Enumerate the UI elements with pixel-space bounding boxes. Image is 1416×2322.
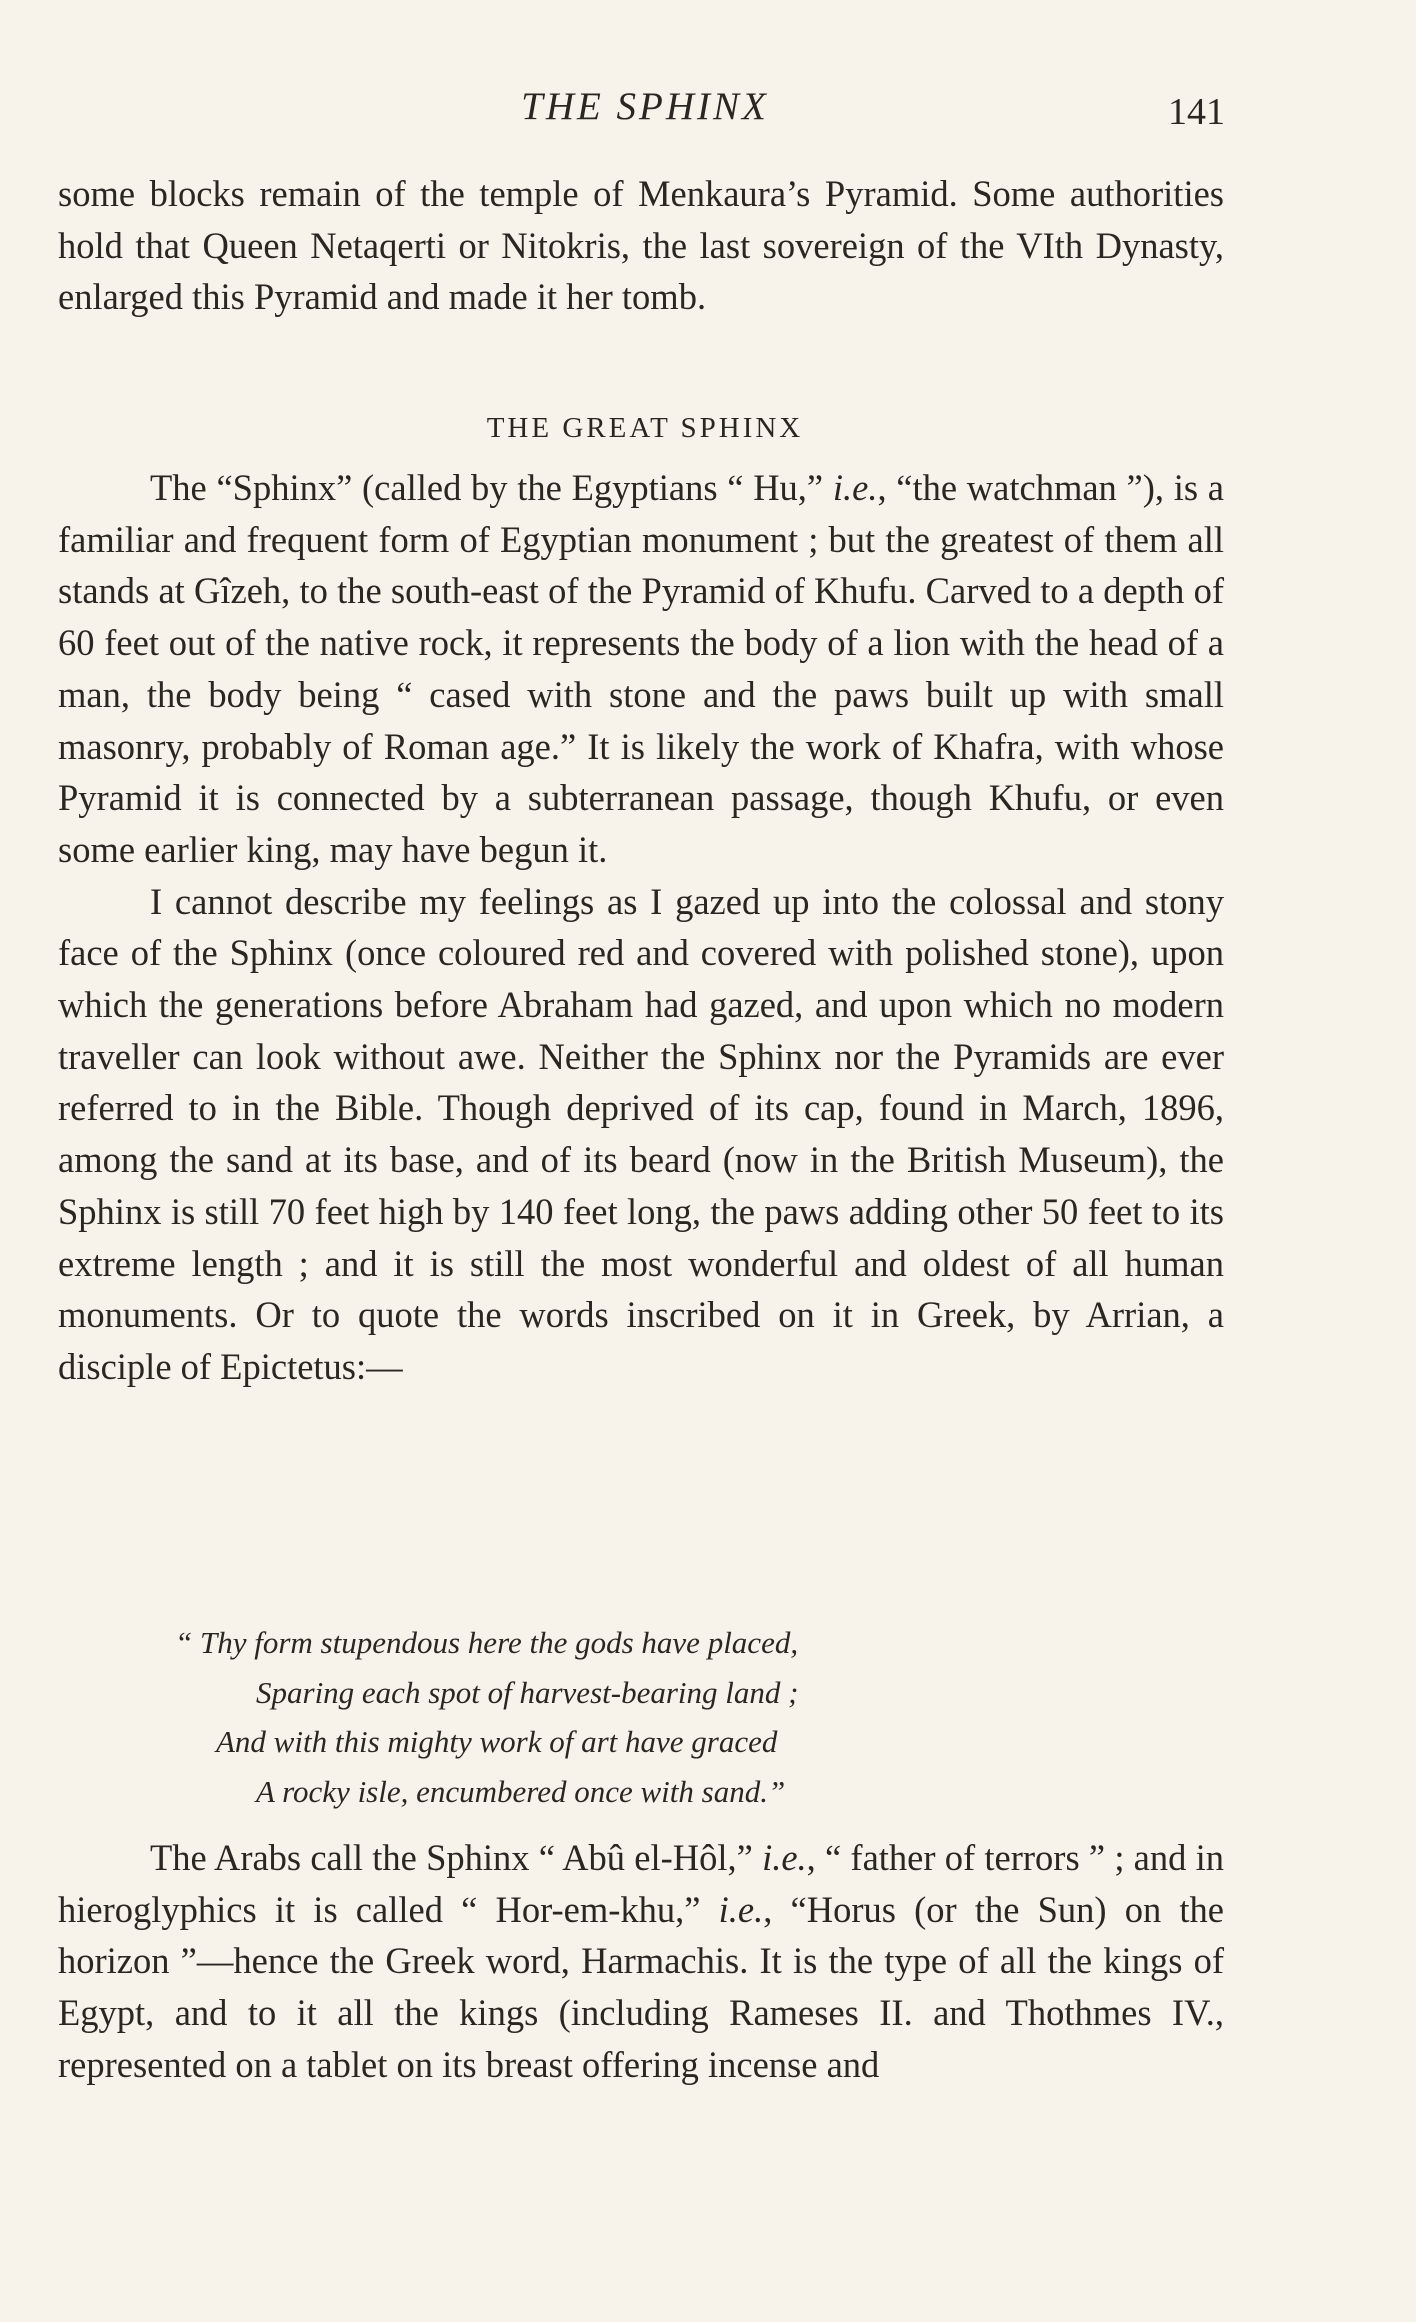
paragraph-4-ie-2: i.e. [718,1888,764,1930]
closing-text [58,1832,1224,2091]
sphinx-text [58,462,1224,1393]
running-head [0,84,1416,144]
opening-text [58,168,1224,323]
paragraph-2-ie: i.e. [832,467,878,508]
paragraph-4-ie-1: i.e. [762,1837,807,1878]
poem-line-2: Sparing each spot of harvest-bearing land ; [256,1674,799,1710]
paragraph-4-part-b: , “ father of terrors ” ; and in hieroglyphics it is called “ Hor-em-khu,” [58,1837,1225,1930]
poem-line-1: “ Thy form stupendous here the gods have placed, [175,1625,799,1660]
running-title: THE SPHINX [521,85,769,128]
page-number: 141 [1168,91,1225,133]
paragraph-3: I cannot describe my feelings as I gazed up into the colossal and stony face of the Sphinx (once coloured red and covered with polished stone), upon which the generations before Abraham had gazed, and upon which no modern traveller can look without awe. Neither the Sphinx nor the Pyramids are ever referred to in the Bible. Though deprived of its cap, found in March, 1896, among the sand at its base, and of its beard (now in the British Museum), the Sphinx is still 70 feet high by 140 feet long, the paws adding other 50 feet to its extreme length ; and it is still the most wonderful and oldest of all human monuments. Or to quote the words inscribed on it in Greek, by Arrian, a disciple of Epictetus:— [58,880,1224,1387]
paragraph-4-part-c: , “Horus (or the Sun) on the horizon ”—hence the Greek word, Harmachis. It is the type of all the kings of Egypt, and to it all the kings (including Rameses II. and Thothmes IV., represented on a tablet on its breast offering incense and [58,1888,1224,2085]
poem-quote [170,1618,1070,1816]
poem-line-3: And with this mighty work of art have graced [216,1724,778,1759]
paragraph-1: some blocks remain of the temple of Menkaura’s Pyramid. Some authorities hold that Queen Netaqerti or Nitokris, the last sovereign of the VIth Dynasty, enlarged this Pyramid and made it her tomb. [58,173,1224,318]
paragraph-2-part-a: The “Sphinx” (called by the Egyptians “ Hu,” [150,467,833,508]
paragraph-2-part-b: , “the watchman ”), is a familiar and frequent form of Egyptian monument ; but the greatest of them all stands at Gîzeh, to the south-east of the Pyramid of Khufu. Carved to a depth of 60 feet out of the native rock, it represents the body of a lion with the head of a man, the body being “ cased with stone and the paws built up with small masonry, probably of Roman age.” It is likely the work of Khafra, with whose Pyramid it is connected by a subterranean passage, though Khufu, or even some earlier king, may have begun it. [58,467,1224,870]
section-heading: THE GREAT SPHINX [486,412,804,444]
poem-line-4: A rocky isle, encumbered once with sand.” [256,1773,786,1809]
paragraph-2 [58,462,1224,876]
paragraph-4-part-a: The Arabs call the Sphinx “ Abû el-Hôl,” [150,1837,763,1878]
paragraph-4 [58,1832,1224,2091]
